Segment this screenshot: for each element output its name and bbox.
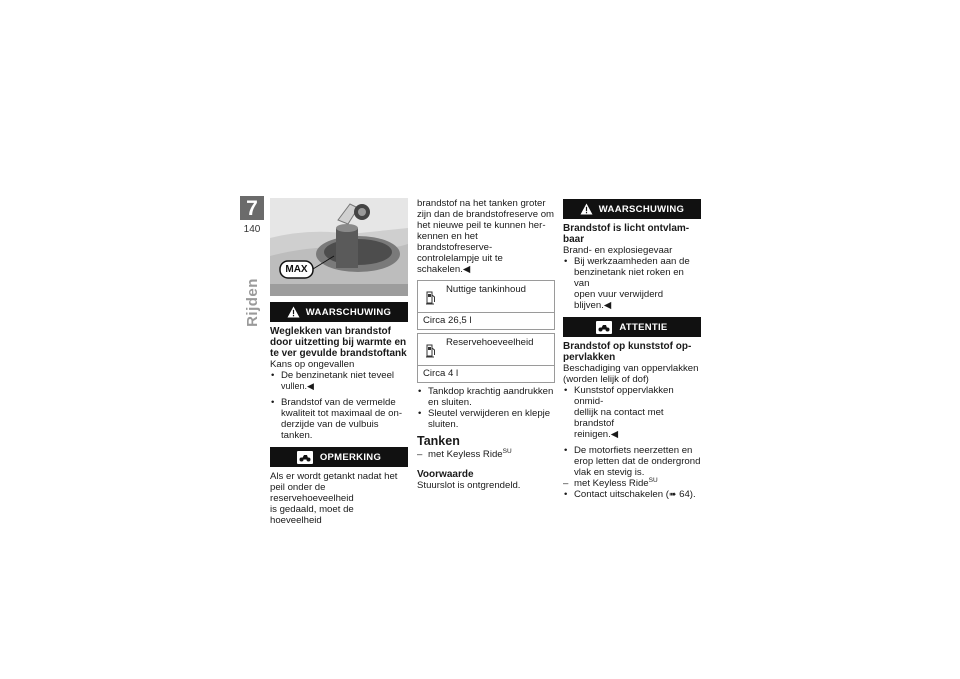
note-line: Als er wordt getankt nadat het	[270, 471, 398, 482]
fuel-pump-icon	[426, 290, 436, 306]
warning-label: WAARSCHUWING	[305, 306, 392, 318]
section-title: Tanken	[417, 434, 460, 448]
spec-label: Reservehoeveelheid	[446, 337, 534, 348]
bullet-item	[270, 397, 408, 441]
option-sup: SU	[648, 477, 658, 484]
text-line: Beschadiging van oppervlakken	[563, 363, 699, 374]
bullet-line: derzijde van de vulbuis tanken.	[281, 419, 379, 441]
bullet-line: vullen.◀	[281, 381, 314, 391]
column-1	[270, 198, 408, 526]
keyless-ride-item	[563, 478, 701, 489]
note-line: peil onder de reservehoeveelheid	[270, 482, 354, 504]
attention-heading	[563, 341, 701, 363]
keyless-ride-item	[417, 449, 555, 460]
chapter-number: 7	[240, 196, 264, 220]
bullet-line: De benzinetank niet teveel	[281, 370, 395, 381]
bullet-item	[563, 385, 701, 440]
page-reference-link[interactable]: 64).	[676, 489, 696, 500]
text-line: kennen en het brandstofreserve-	[417, 231, 493, 253]
bullet-item	[417, 408, 555, 430]
attention-heading-line: Brandstof op kunststof op-	[563, 341, 692, 352]
attention-heading-line: pervlakken	[563, 352, 616, 363]
attention-intro	[563, 363, 701, 385]
bullet-line: vlak en stevig is.	[574, 467, 645, 478]
note-label: OPMERKING	[319, 451, 382, 463]
note-banner	[270, 447, 408, 467]
bullet-line: Bij werkzaamheden aan de	[574, 256, 690, 267]
warning-banner	[270, 302, 408, 322]
bullet-line: reinigen.◀	[574, 429, 619, 440]
spec-value: Circa 4 l	[423, 368, 459, 379]
chapter-title	[238, 272, 266, 332]
page-number: 140	[243, 224, 261, 235]
bullet-line: Sleutel verwijderen en klepje	[428, 408, 551, 419]
bullet-line: erop letten dat de ondergrond	[574, 456, 701, 467]
attention-label: ATTENTIE	[619, 321, 668, 333]
bullet-line: De motorfiets neerzetten en	[574, 445, 693, 456]
warning-heading	[270, 326, 408, 359]
fuel-tank-photo	[270, 198, 408, 296]
bullet-item	[270, 370, 408, 392]
chapter-title-text: Rijden	[243, 277, 261, 327]
warning-heading-line: Weglekken van brandstof	[270, 326, 391, 337]
spec-value: Circa 26,5 l	[423, 315, 472, 326]
motorcycle-note-icon	[596, 321, 612, 334]
bullet-line: open vuur verwijderd blijven.◀	[574, 289, 664, 311]
warning-triangle-icon	[287, 306, 300, 318]
text-line: brandstof na het tanken groter	[417, 198, 546, 209]
spec-box-reserve	[417, 333, 555, 383]
bullet-item	[563, 489, 701, 500]
text-line: het nieuwe peil te kunnen her-	[417, 220, 546, 231]
motorcycle-note-icon	[297, 451, 313, 464]
attention-banner	[563, 317, 701, 337]
note-text	[270, 471, 408, 526]
bullet-item	[417, 386, 555, 408]
bullet-line: sluiten.	[428, 419, 459, 430]
keyless-text: met Keyless Ride	[428, 449, 503, 460]
text-line: controlelampje uit te schakelen.◀	[417, 253, 503, 275]
bullet-item	[563, 256, 701, 311]
warning-label: WAARSCHUWING	[598, 203, 685, 215]
warning-heading	[563, 223, 701, 245]
bullet-line: Tankdop krachtig aandrukken	[428, 386, 554, 397]
warning-heading-line: te ver gevulde brandstoftank	[270, 348, 407, 359]
spec-box-tank-capacity	[417, 280, 555, 330]
warning-intro: Kans op ongevallen	[270, 359, 355, 370]
spec-label: Nuttige tankinhoud	[446, 284, 527, 295]
prerequisite-heading: Voorwaarde	[417, 469, 474, 480]
page-reference-arrow-icon: ➠	[668, 489, 677, 499]
column-3	[563, 198, 701, 500]
warning-intro: Brand- en explosiegevaar	[563, 245, 673, 256]
warning-heading-line: baar	[563, 234, 585, 245]
bullet-line: Brandstof van de vermelde	[281, 397, 396, 408]
column-2	[417, 198, 555, 491]
fuel-pump-icon	[426, 343, 436, 359]
text-line: zijn dan de brandstofreserve om	[417, 209, 555, 220]
prerequisite-text: Stuurslot is ontgrendeld.	[417, 480, 521, 491]
warning-banner	[563, 199, 701, 219]
text-line: (worden lelijk of dof)	[563, 374, 649, 385]
bullet-line: benzinetank niet roken en van	[574, 267, 684, 289]
warning-heading-line: Brandstof is licht ontvlam-	[563, 223, 690, 234]
max-level-label: MAX	[285, 264, 308, 275]
warning-heading-line: door uitzetting bij warmte en	[270, 337, 407, 348]
bullet-item	[563, 445, 701, 478]
bullet-line: en sluiten.	[428, 397, 472, 408]
note-continuation	[417, 198, 555, 275]
bullet-line: kwaliteit tot maximaal de on-	[281, 408, 403, 419]
contact-text: Contact uitschakelen (	[574, 489, 669, 500]
warning-triangle-icon	[580, 203, 593, 215]
bullet-line: Kunststof oppervlakken onmid-	[574, 385, 674, 407]
option-sup: SU	[502, 448, 512, 455]
fuel-tank-illustration	[270, 198, 408, 296]
keyless-text: met Keyless Ride	[574, 478, 649, 489]
note-line: is gedaald, moet de hoeveelheid	[270, 504, 354, 526]
bullet-line: dellijk na contact met brandstof	[574, 407, 664, 429]
